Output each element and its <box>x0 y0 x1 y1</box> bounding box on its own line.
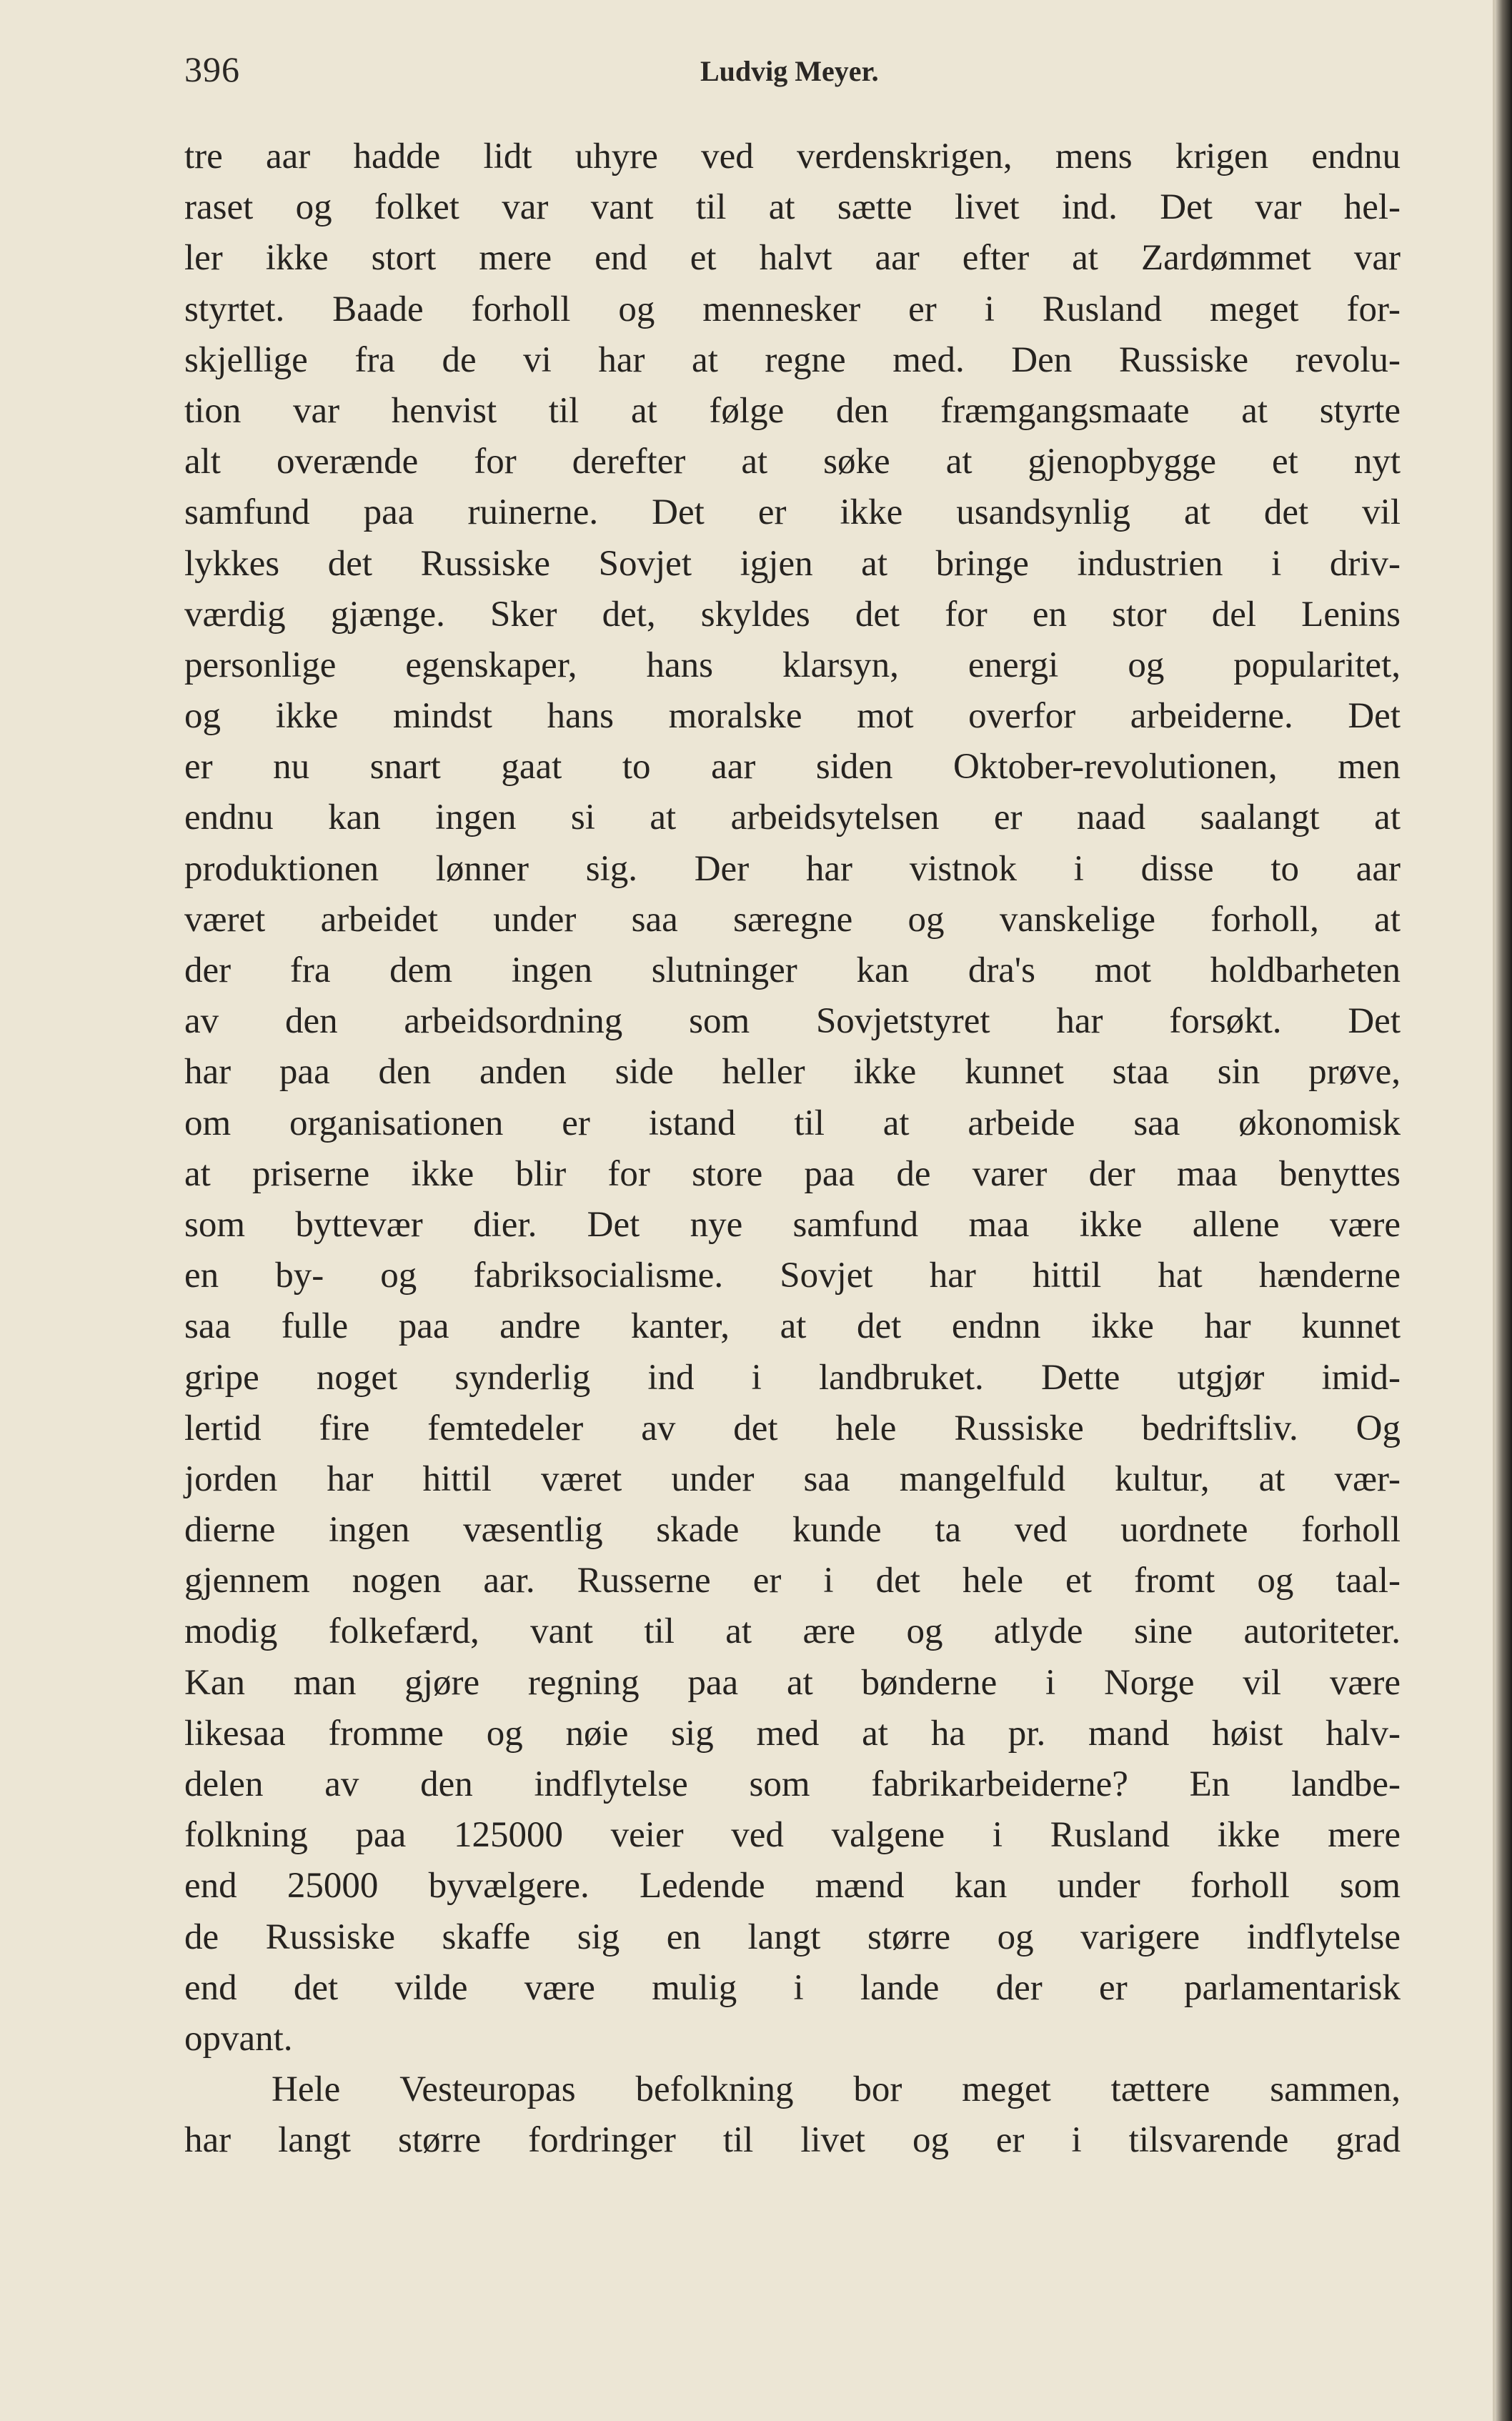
page-binding-shadow <box>1495 0 1512 2421</box>
text-line: dierne ingen væsentlig skade kunde ta ved uordnete forholl <box>184 1510 1401 1551</box>
text-line: har paa den anden side heller ikke kunnet staa sin prøve, <box>184 1052 1401 1093</box>
text-line: alt overænde for derefter at søke at gjenopbygge et nyt <box>184 442 1401 482</box>
page-number: 396 <box>184 49 240 89</box>
text-line: de Russiske skaffe sig en langt større og varigere indflytelse <box>184 1917 1401 1957</box>
paragraph-2 <box>184 2064 1401 2166</box>
text-line: saa fulle paa andre kanter, at det endnn ikke har kunnet <box>184 1306 1401 1347</box>
text-line: personlige egenskaper, hans klarsyn, energi og popularitet, <box>184 645 1401 685</box>
text-line: Kan man gjøre regning paa at bønderne i Norge vil være <box>184 1662 1401 1703</box>
text-line: der fra dem ingen slutninger kan dra's mot holdbarheten <box>184 950 1401 990</box>
text-line: tion var henvist til at følge den fræmgangsmaate at styrte <box>184 390 1401 431</box>
text-line: en by- og fabriksocialisme. Sovjet har hittil hat hænderne <box>184 1256 1401 1296</box>
text-line: styrtet. Baade forholl og mennesker er i Rusland meget for- <box>184 289 1401 329</box>
text-line: end det vilde være mulig i lande der er parlamentarisk <box>184 1967 1401 2008</box>
running-head: Ludvig Meyer. <box>700 55 879 87</box>
text-line: samfund paa ruinerne. Det er ikke usandsynlig at det vil <box>184 492 1401 533</box>
text-line: jorden har hittil været under saa mangelfuld kultur, at vær- <box>184 1458 1401 1499</box>
text-line: gjennem nogen aar. Russerne er i det hele et fromt og taal- <box>184 1561 1401 1601</box>
text-line: tre aar hadde lidt uhyre ved verdenskrigen, mens krigen endnu <box>184 136 1401 177</box>
text-line: endnu kan ingen si at arbeidsytelsen er naad saalangt at <box>184 797 1401 838</box>
text-line: end 25000 byvælgere. Ledende mænd kan under forholl som <box>184 1866 1401 1907</box>
text-line: gripe noget synderlig ind i landbruket. Dette utgjør imid- <box>184 1357 1401 1398</box>
text-line: ler ikke stort mere end et halvt aar efter at Zardømmet var <box>184 238 1401 279</box>
text-line: Hele Vesteuropas befolkning bor meget tættere sammen, <box>272 2069 1401 2110</box>
text-line: lykkes det Russiske Sovjet igjen at bringe industrien i driv- <box>184 543 1401 584</box>
text-line: været arbeidet under saa særegne og vanskelige forholl, at <box>184 899 1401 940</box>
text-line: raset og folket var vant til at sætte livet ind. Det var hel- <box>184 187 1401 228</box>
text-line: har langt større fordringer til livet og er i tilsvarende grad <box>184 2120 1401 2161</box>
text-line: som byttevær dier. Det nye samfund maa ikke allene være <box>184 1204 1401 1245</box>
text-line: er nu snart gaat to aar siden Oktober-revolutionen, men <box>184 747 1401 787</box>
text-line: og ikke mindst hans moralske mot overfor arbeiderne. Det <box>184 696 1401 737</box>
body-text <box>184 131 1401 2167</box>
text-line: produktionen lønner sig. Der har vistnok i disse to aar <box>184 848 1401 889</box>
text-line: lertid fire femtedeler av det hele Russiske bedriftsliv. Og <box>184 1408 1401 1448</box>
text-line: skjellige fra de vi har at regne med. Den Russiske revolu- <box>184 339 1401 380</box>
page-header <box>184 49 1399 99</box>
text-line: modig folkefærd, vant til at ære og atlyde sine autoriteter. <box>184 1611 1401 1652</box>
text-line: av den arbeidsordning som Sovjetstyret har forsøkt. Det <box>184 1001 1401 1042</box>
text-line: folkning paa 125000 veier ved valgene i Rusland ikke mere <box>184 1815 1401 1856</box>
text-line: om organisationen er istand til at arbeide saa økonomisk <box>184 1103 1401 1143</box>
text-line: likesaa fromme og nøie sig med at ha pr. mand høist halv- <box>184 1713 1401 1754</box>
paragraph-1 <box>184 131 1401 2064</box>
text-line: opvant. <box>184 2018 293 2059</box>
text-line: delen av den indflytelse som fabrikarbeiderne? En landbe- <box>184 1764 1401 1804</box>
text-line: at priserne ikke blir for store paa de varer der maa benyttes <box>184 1153 1401 1194</box>
text-line: værdig gjænge. Sker det, skyldes det for en stor del Lenins <box>184 594 1401 635</box>
